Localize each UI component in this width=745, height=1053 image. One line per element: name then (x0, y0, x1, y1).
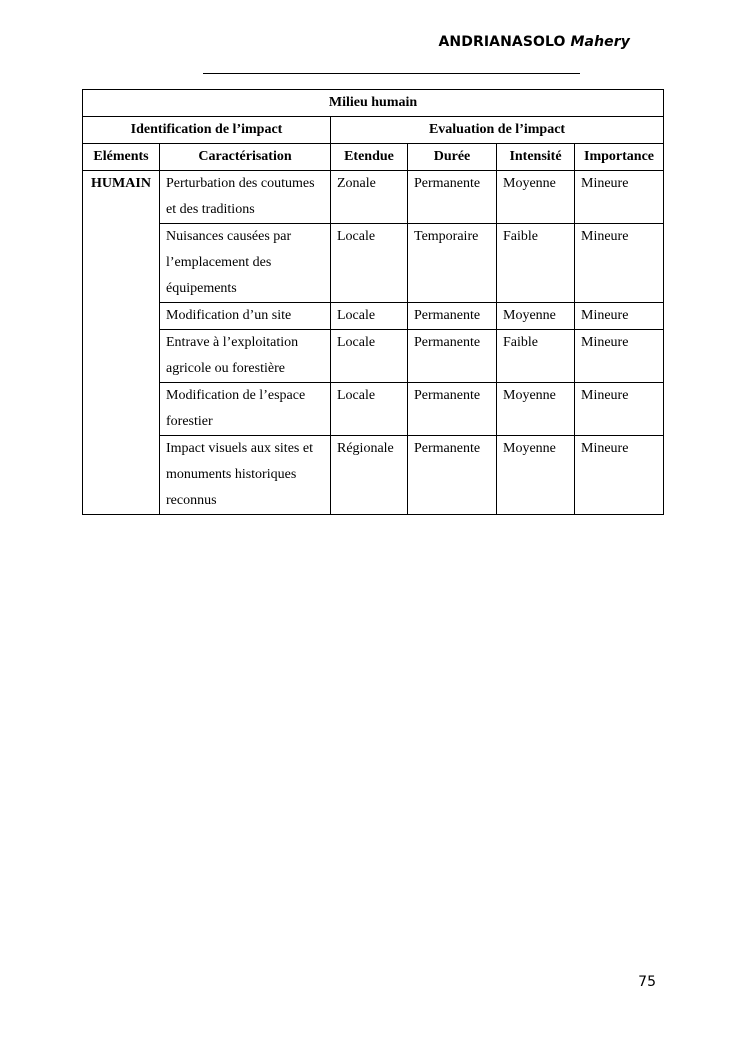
intensite-cell: Moyenne (497, 303, 575, 330)
intensite-cell: Moyenne (497, 171, 575, 224)
table-row (83, 383, 664, 436)
importance-cell: Mineure (575, 330, 664, 383)
table-title: Milieu humain (83, 90, 664, 117)
table-row (83, 303, 664, 330)
table-row (83, 171, 664, 224)
etendue-cell: Régionale (331, 436, 408, 515)
group-identification: Identification de l’impact (83, 117, 331, 144)
intensite-cell: Moyenne (497, 436, 575, 515)
column-header: Etendue (331, 144, 408, 171)
column-header: Importance (575, 144, 664, 171)
column-header: Caractérisation (160, 144, 331, 171)
caracterisation-cell: Nuisances causées par l’emplacement des équipements (160, 224, 331, 303)
caracterisation-cell: Impact visuels aux sites et monuments historiques reconnus (160, 436, 331, 515)
duree-cell: Permanente (408, 330, 497, 383)
duree-cell: Permanente (408, 436, 497, 515)
intensite-cell: Faible (497, 330, 575, 383)
etendue-cell: Locale (331, 383, 408, 436)
document-author (438, 34, 630, 50)
importance-cell: Mineure (575, 436, 664, 515)
importance-cell: Mineure (575, 303, 664, 330)
importance-cell: Mineure (575, 383, 664, 436)
etendue-cell: Locale (331, 330, 408, 383)
page-number: 75 (638, 974, 656, 990)
author-last-name: Mahery (570, 34, 630, 50)
duree-cell: Permanente (408, 383, 497, 436)
column-header: Durée (408, 144, 497, 171)
duree-cell: Permanente (408, 303, 497, 330)
table-row (83, 436, 664, 515)
caracterisation-cell: Modification d’un site (160, 303, 331, 330)
caracterisation-cell: Entrave à l’exploitation agricole ou forestière (160, 330, 331, 383)
header-rule (203, 73, 580, 74)
column-header: Eléments (83, 144, 160, 171)
caracterisation-cell: Modification de l’espace forestier (160, 383, 331, 436)
table-row (83, 224, 664, 303)
etendue-cell: Zonale (331, 171, 408, 224)
duree-cell: Permanente (408, 171, 497, 224)
element-cell: HUMAIN (83, 171, 160, 515)
caracterisation-cell: Perturbation des coutumes et des traditions (160, 171, 331, 224)
intensite-cell: Moyenne (497, 383, 575, 436)
group-evaluation: Evaluation de l’impact (331, 117, 664, 144)
importance-cell: Mineure (575, 224, 664, 303)
duree-cell: Temporaire (408, 224, 497, 303)
etendue-cell: Locale (331, 303, 408, 330)
importance-cell: Mineure (575, 171, 664, 224)
table-row (83, 330, 664, 383)
impact-table (82, 89, 664, 515)
author-first-name: ANDRIANASOLO (438, 34, 566, 50)
intensite-cell: Faible (497, 224, 575, 303)
etendue-cell: Locale (331, 224, 408, 303)
column-header: Intensité (497, 144, 575, 171)
